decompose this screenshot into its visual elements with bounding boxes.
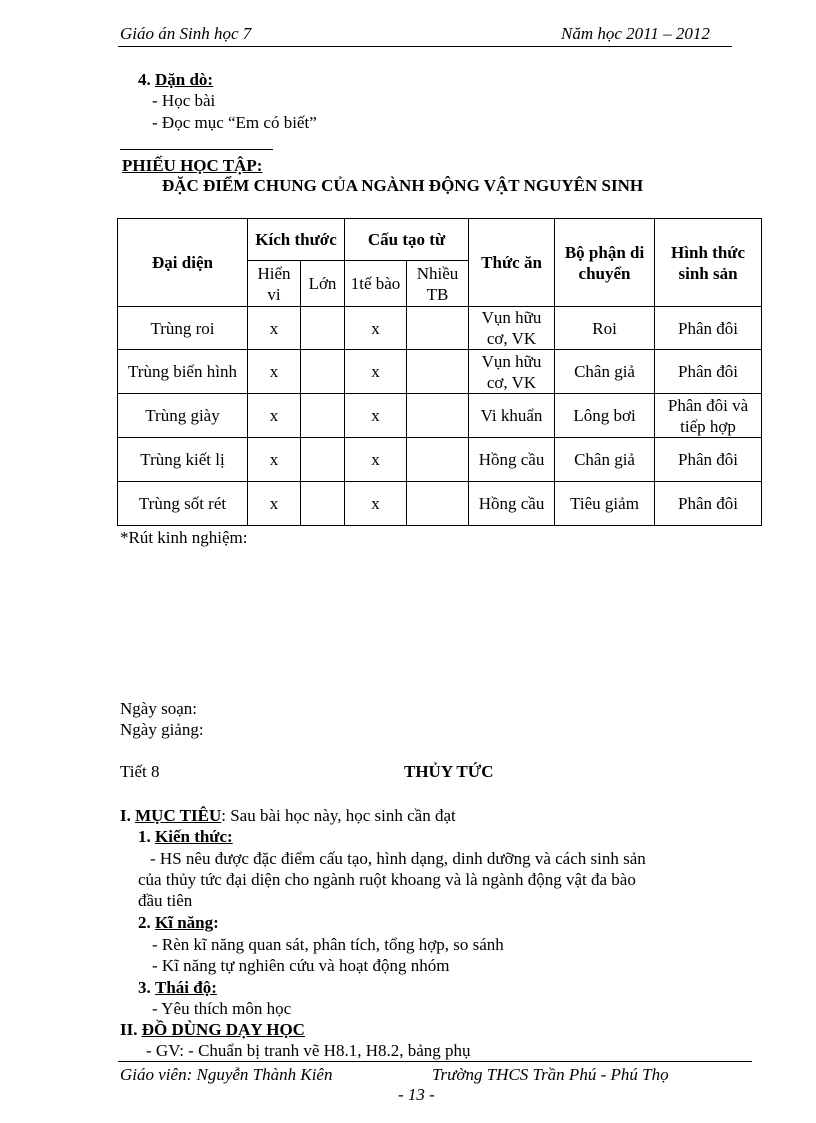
cell-lon <box>301 307 345 350</box>
cell-di-chuyen: Lông bơi <box>555 394 655 438</box>
section4-title: Dặn dò: <box>155 70 214 89</box>
worksheet-subtitle: ĐẶC ĐIỂM CHUNG CỦA NGÀNH ĐỘNG VẬT NGUYÊN SINH <box>162 176 644 195</box>
cell-1te-bao: x <box>345 438 407 482</box>
thai-do-line-1: - Yêu thích môn học <box>152 999 292 1018</box>
cell-thuc-an: Vụn hữu cơ, VK <box>469 307 555 350</box>
footer-school: Trường THCS Trần Phú - Phú Thọ <box>432 1065 669 1084</box>
footer-teacher: Giáo viên: Nguyễn Thành Kiên <box>120 1065 333 1084</box>
cell-sinh-san: Phân đôi <box>655 438 762 482</box>
header-hien-vi: Hiển vi <box>248 261 301 307</box>
cell-nhieu-tb <box>407 394 469 438</box>
cell-nhieu-tb <box>407 438 469 482</box>
cell-sinh-san: Phân đôi <box>655 307 762 350</box>
cell-name: Trùng roi <box>118 307 248 350</box>
table-row <box>118 350 762 394</box>
rut-kinh-nghiem: *Rút kinh nghiệm: <box>120 528 248 547</box>
worksheet-table <box>117 218 762 526</box>
cell-di-chuyen: Tiêu giảm <box>555 482 655 526</box>
cell-sinh-san: Phân đôi <box>655 350 762 394</box>
lesson-number: Tiết 8 <box>120 762 160 781</box>
header-kich-thuoc: Kích thước <box>248 219 345 261</box>
section4-item-1: - Học bài <box>152 91 216 110</box>
cell-thuc-an: Vi khuẩn <box>469 394 555 438</box>
cell-sinh-san: Phân đôi <box>655 482 762 526</box>
header-nhieu-tb: Nhiều TB <box>407 261 469 307</box>
header-lon: Lớn <box>301 261 345 307</box>
table-row <box>118 307 762 350</box>
cell-1te-bao: x <box>345 350 407 394</box>
lesson-title: THỦY TỨC <box>404 762 494 781</box>
cell-thuc-an: Hồng cầu <box>469 482 555 526</box>
cell-thuc-an: Vụn hữu cơ, VK <box>469 350 555 394</box>
table-row <box>118 482 762 526</box>
ki-nang-line-2: - Kĩ năng tự nghiên cứu và hoạt động nhóm <box>152 956 450 975</box>
kien-thuc-line-2: của thủy tức đại diện cho ngành ruột khoang và là ngành động vật đa bào <box>138 870 636 889</box>
header-cau-tao: Cấu tạo từ <box>345 219 469 261</box>
header-right: Năm học 2011 – 2012 <box>561 24 710 43</box>
cell-lon <box>301 350 345 394</box>
cell-name: Trùng sốt rét <box>118 482 248 526</box>
cell-hien-vi: x <box>248 307 301 350</box>
cell-hien-vi: x <box>248 438 301 482</box>
header-1te-bao: 1tế bào <box>345 261 407 307</box>
cell-nhieu-tb <box>407 350 469 394</box>
header-left: Giáo án Sinh học 7 <box>120 24 252 43</box>
worksheet-title: PHIẾU HỌC TẬP: <box>122 156 263 175</box>
section4-item-2: - Đọc mục “Em có biết” <box>152 113 317 132</box>
cell-hien-vi: x <box>248 482 301 526</box>
do-dung-heading: II. ĐỒ DÙNG DẠY HỌC <box>120 1020 305 1039</box>
cell-1te-bao: x <box>345 394 407 438</box>
cell-hien-vi: x <box>248 394 301 438</box>
muc-tieu-title: MỤC TIÊU <box>135 806 222 825</box>
thai-do-heading: 3. Thái độ: <box>138 978 217 997</box>
header-dai-dien: Đại diện <box>118 219 248 307</box>
ki-nang-heading: 2. Kĩ năng: <box>138 913 219 932</box>
cell-hien-vi: x <box>248 350 301 394</box>
ngay-giang: Ngày giảng: <box>120 720 204 739</box>
footer-page-number: - 13 - <box>398 1085 435 1104</box>
cell-sinh-san: Phân đôi và tiếp hợp <box>655 394 762 438</box>
cell-nhieu-tb <box>407 482 469 526</box>
ngay-soan: Ngày soạn: <box>120 699 197 718</box>
kien-thuc-line-3: đầu tiên <box>138 891 193 910</box>
kien-thuc-title: Kiến thức: <box>155 827 233 846</box>
section4-heading: 4. Dặn dò: <box>138 70 214 89</box>
muc-tieu-text: : Sau bài học này, học sinh cần đạt <box>221 806 456 825</box>
ki-nang-line-1: - Rèn kĩ năng quan sát, phân tích, tổng hợp, so sánh <box>152 935 504 954</box>
cell-nhieu-tb <box>407 307 469 350</box>
cell-name: Trùng kiết lị <box>118 438 248 482</box>
do-dung-line-1: - GV: - Chuẩn bị tranh vẽ H8.1, H8.2, bảng phụ <box>146 1041 471 1060</box>
cell-thuc-an: Hồng cầu <box>469 438 555 482</box>
cell-name: Trùng biến hình <box>118 350 248 394</box>
header-thuc-an: Thức ăn <box>469 219 555 307</box>
cell-lon <box>301 482 345 526</box>
cell-lon <box>301 394 345 438</box>
table-row <box>118 394 762 438</box>
cell-di-chuyen: Chân giả <box>555 350 655 394</box>
muc-tieu-heading: I. MỤC TIÊU: Sau bài học này, học sinh cần đạt <box>120 806 456 825</box>
header-hinh-thuc: Hình thức sinh sản <box>655 219 762 307</box>
header-rule <box>118 46 732 47</box>
cell-name: Trùng giày <box>118 394 248 438</box>
footer-rule <box>118 1061 752 1062</box>
separator-rule <box>120 149 273 150</box>
header-bo-phan: Bộ phận di chuyển <box>555 219 655 307</box>
table-row <box>118 438 762 482</box>
cell-lon <box>301 438 345 482</box>
cell-1te-bao: x <box>345 482 407 526</box>
cell-di-chuyen: Chân giả <box>555 438 655 482</box>
ki-nang-title: Kĩ năng <box>155 913 214 932</box>
cell-di-chuyen: Roi <box>555 307 655 350</box>
do-dung-title: ĐỒ DÙNG DẠY HỌC <box>141 1020 305 1039</box>
thai-do-title: Thái độ: <box>155 978 217 997</box>
kien-thuc-line-1: - HS nêu được đặc điểm cấu tạo, hình dạng, dinh dưỡng và cách sinh sản <box>150 849 646 868</box>
kien-thuc-heading: 1. Kiến thức: <box>138 827 233 846</box>
cell-1te-bao: x <box>345 307 407 350</box>
